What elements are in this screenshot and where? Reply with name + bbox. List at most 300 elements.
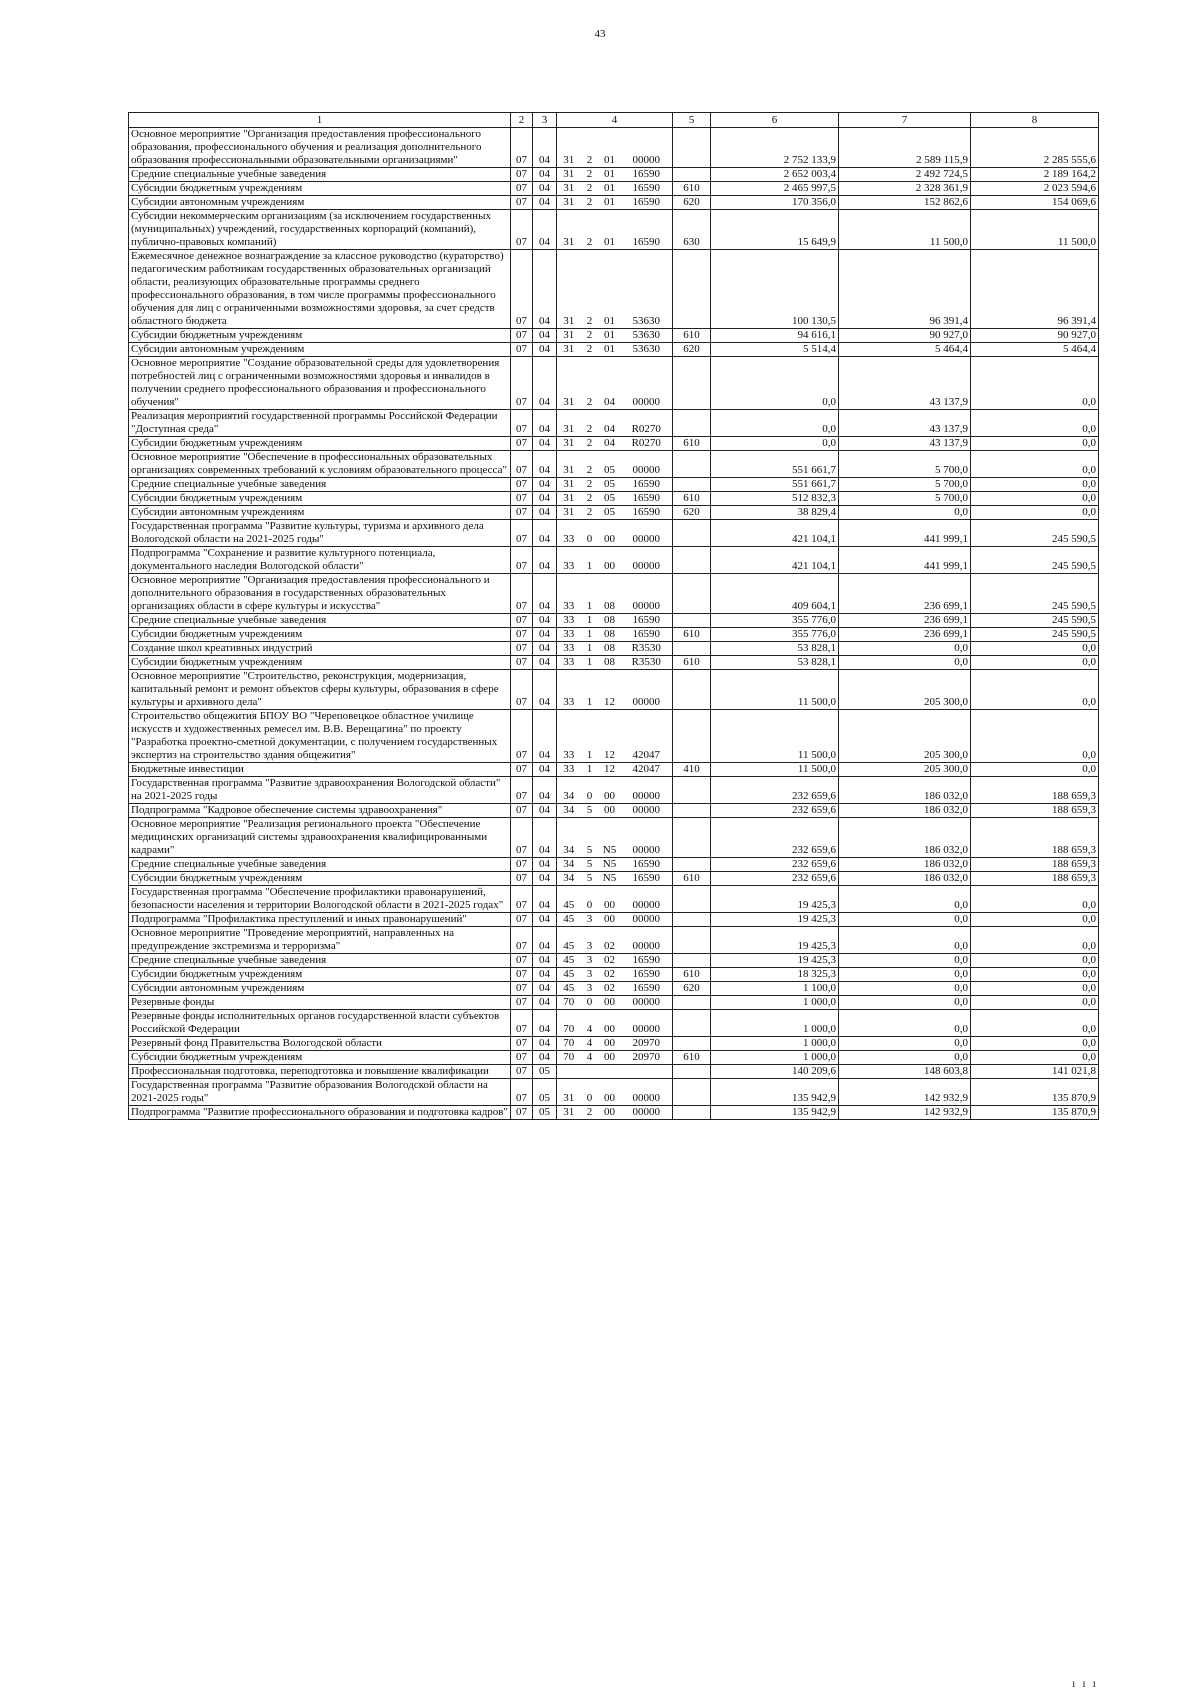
code-podrazdel: 05 bbox=[533, 1065, 557, 1079]
amount-col-7: 5 700,0 bbox=[839, 451, 971, 478]
amount-col-7: 186 032,0 bbox=[839, 818, 971, 858]
code-program: 31 bbox=[557, 492, 581, 506]
amount-col-8: 245 590,5 bbox=[971, 520, 1099, 547]
code-subprogram: 4 bbox=[581, 1010, 599, 1037]
code-subprogram: 3 bbox=[581, 982, 599, 996]
code-direction: 20970 bbox=[621, 1051, 673, 1065]
row-name: Подпрограмма "Профилактика преступлений и иных правонарушений" bbox=[129, 913, 511, 927]
amount-col-7: 0,0 bbox=[839, 642, 971, 656]
code-subprogram: 1 bbox=[581, 547, 599, 574]
code-podrazdel: 04 bbox=[533, 410, 557, 437]
code-event: 05 bbox=[599, 492, 621, 506]
code-razdel: 07 bbox=[511, 329, 533, 343]
code-razdel: 07 bbox=[511, 1051, 533, 1065]
amount-col-6: 38 829,4 bbox=[711, 506, 839, 520]
code-event: 01 bbox=[599, 210, 621, 250]
amount-col-8: 90 927,0 bbox=[971, 329, 1099, 343]
amount-col-7: 0,0 bbox=[839, 886, 971, 913]
code-expense-type bbox=[673, 913, 711, 927]
row-name: Субсидии бюджетным учреждениям bbox=[129, 437, 511, 451]
code-event: N5 bbox=[599, 818, 621, 858]
row-name: Субсидии бюджетным учреждениям bbox=[129, 1051, 511, 1065]
table-row bbox=[129, 710, 1099, 763]
code-direction: 16590 bbox=[621, 614, 673, 628]
code-direction: 00000 bbox=[621, 927, 673, 954]
code-subprogram: 2 bbox=[581, 451, 599, 478]
code-podrazdel: 04 bbox=[533, 913, 557, 927]
code-subprogram: 2 bbox=[581, 410, 599, 437]
amount-col-7: 186 032,0 bbox=[839, 872, 971, 886]
amount-col-8: 0,0 bbox=[971, 1037, 1099, 1051]
amount-col-6: 551 661,7 bbox=[711, 451, 839, 478]
code-direction: 16590 bbox=[621, 872, 673, 886]
code-podrazdel: 04 bbox=[533, 492, 557, 506]
code-subprogram: 2 bbox=[581, 182, 599, 196]
code-expense-type bbox=[673, 547, 711, 574]
table-row bbox=[129, 872, 1099, 886]
code-event: 00 bbox=[599, 913, 621, 927]
amount-col-7: 236 699,1 bbox=[839, 614, 971, 628]
code-program: 34 bbox=[557, 818, 581, 858]
code-direction: 00000 bbox=[621, 451, 673, 478]
code-razdel: 07 bbox=[511, 210, 533, 250]
row-name: Основное мероприятие "Проведение мероприятий, направленных на предупреждение экстремизма и терроризма" bbox=[129, 927, 511, 954]
code-direction: 42047 bbox=[621, 763, 673, 777]
code-expense-type bbox=[673, 1037, 711, 1051]
code-podrazdel: 04 bbox=[533, 1051, 557, 1065]
code-direction: 00000 bbox=[621, 520, 673, 547]
code-direction: 16590 bbox=[621, 506, 673, 520]
code-direction: 53630 bbox=[621, 250, 673, 329]
amount-col-7: 236 699,1 bbox=[839, 628, 971, 642]
amount-col-6: 100 130,5 bbox=[711, 250, 839, 329]
code-expense-type: 410 bbox=[673, 763, 711, 777]
code-program: 31 bbox=[557, 128, 581, 168]
amount-col-8: 0,0 bbox=[971, 954, 1099, 968]
amount-col-6: 421 104,1 bbox=[711, 547, 839, 574]
code-event: 08 bbox=[599, 614, 621, 628]
amount-col-8: 0,0 bbox=[971, 982, 1099, 996]
code-event: 04 bbox=[599, 437, 621, 451]
amount-col-7: 0,0 bbox=[839, 1051, 971, 1065]
code-subprogram: 2 bbox=[581, 196, 599, 210]
scan-edge-marks: ı ı ı bbox=[1071, 1676, 1098, 1690]
code-podrazdel: 04 bbox=[533, 982, 557, 996]
code-expense-type: 610 bbox=[673, 872, 711, 886]
code-event: 00 bbox=[599, 1037, 621, 1051]
code-expense-type bbox=[673, 1010, 711, 1037]
code-podrazdel: 04 bbox=[533, 710, 557, 763]
code-subprogram: 5 bbox=[581, 872, 599, 886]
row-name: Средние специальные учебные заведения bbox=[129, 614, 511, 628]
amount-col-6: 53 828,1 bbox=[711, 642, 839, 656]
code-direction: 00000 bbox=[621, 804, 673, 818]
table-row bbox=[129, 196, 1099, 210]
amount-col-6: 94 616,1 bbox=[711, 329, 839, 343]
amount-col-8: 154 069,6 bbox=[971, 196, 1099, 210]
amount-col-7: 441 999,1 bbox=[839, 520, 971, 547]
code-razdel: 07 bbox=[511, 1037, 533, 1051]
amount-col-6: 2 652 003,4 bbox=[711, 168, 839, 182]
row-name: Средние специальные учебные заведения bbox=[129, 168, 511, 182]
code-expense-type bbox=[673, 357, 711, 410]
code-subprogram: 2 bbox=[581, 357, 599, 410]
code-subprogram bbox=[581, 1065, 599, 1079]
code-event: 01 bbox=[599, 182, 621, 196]
code-direction: 53630 bbox=[621, 329, 673, 343]
row-name: Субсидии бюджетным учреждениям bbox=[129, 329, 511, 343]
row-name: Государственная программа "Обеспечение профилактики правонарушений, безопасности населения и территории Вологодской области в 2021-2025 годах" bbox=[129, 886, 511, 913]
amount-col-7: 205 300,0 bbox=[839, 710, 971, 763]
code-program: 33 bbox=[557, 614, 581, 628]
row-name: Основное мероприятие "Реализация регионального проекта "Обеспечение медицинских организаций системы здравоохранения квалифицированными кадрами" bbox=[129, 818, 511, 858]
code-program bbox=[557, 1065, 581, 1079]
code-razdel: 07 bbox=[511, 492, 533, 506]
table-row bbox=[129, 1106, 1099, 1120]
code-razdel: 07 bbox=[511, 343, 533, 357]
row-name: Государственная программа "Развитие культуры, туризма и архивного дела Вологодской области на 2021-2025 годы" bbox=[129, 520, 511, 547]
code-event: 05 bbox=[599, 478, 621, 492]
code-direction: 00000 bbox=[621, 670, 673, 710]
code-event: 05 bbox=[599, 451, 621, 478]
code-razdel: 07 bbox=[511, 628, 533, 642]
code-direction: 16590 bbox=[621, 982, 673, 996]
amount-col-6: 11 500,0 bbox=[711, 710, 839, 763]
code-subprogram: 0 bbox=[581, 520, 599, 547]
code-program: 33 bbox=[557, 642, 581, 656]
code-razdel: 07 bbox=[511, 886, 533, 913]
row-name: Субсидии автономным учреждениям bbox=[129, 506, 511, 520]
code-direction: 00000 bbox=[621, 357, 673, 410]
amount-col-8: 0,0 bbox=[971, 451, 1099, 478]
code-razdel: 07 bbox=[511, 1106, 533, 1120]
amount-col-8: 5 464,4 bbox=[971, 343, 1099, 357]
code-podrazdel: 04 bbox=[533, 547, 557, 574]
code-direction: 00000 bbox=[621, 128, 673, 168]
row-name: Реализация мероприятий государственной программы Российской Федерации "Доступная среда" bbox=[129, 410, 511, 437]
code-program: 33 bbox=[557, 574, 581, 614]
amount-col-7: 2 492 724,5 bbox=[839, 168, 971, 182]
code-program: 31 bbox=[557, 1106, 581, 1120]
code-direction: 00000 bbox=[621, 886, 673, 913]
row-name: Субсидии бюджетным учреждениям bbox=[129, 492, 511, 506]
code-direction: R0270 bbox=[621, 410, 673, 437]
code-program: 45 bbox=[557, 886, 581, 913]
amount-col-7: 0,0 bbox=[839, 954, 971, 968]
code-event: 04 bbox=[599, 357, 621, 410]
amount-col-8: 0,0 bbox=[971, 642, 1099, 656]
code-razdel: 07 bbox=[511, 656, 533, 670]
row-name: Субсидии бюджетным учреждениям bbox=[129, 628, 511, 642]
amount-col-6: 1 100,0 bbox=[711, 982, 839, 996]
code-expense-type: 620 bbox=[673, 196, 711, 210]
code-direction: 16590 bbox=[621, 492, 673, 506]
amount-col-8: 135 870,9 bbox=[971, 1079, 1099, 1106]
code-program: 45 bbox=[557, 982, 581, 996]
amount-col-6: 232 659,6 bbox=[711, 804, 839, 818]
code-expense-type bbox=[673, 520, 711, 547]
header-col-4: 4 bbox=[557, 113, 673, 128]
code-expense-type bbox=[673, 574, 711, 614]
amount-col-6: 2 752 133,9 bbox=[711, 128, 839, 168]
amount-col-6: 11 500,0 bbox=[711, 670, 839, 710]
amount-col-6: 232 659,6 bbox=[711, 818, 839, 858]
header-col-3: 3 bbox=[533, 113, 557, 128]
code-event: 00 bbox=[599, 520, 621, 547]
code-razdel: 07 bbox=[511, 574, 533, 614]
table-row bbox=[129, 642, 1099, 656]
code-program: 70 bbox=[557, 1010, 581, 1037]
code-direction: 00000 bbox=[621, 913, 673, 927]
code-subprogram: 1 bbox=[581, 642, 599, 656]
table-row bbox=[129, 547, 1099, 574]
code-razdel: 07 bbox=[511, 996, 533, 1010]
page-number: 43 bbox=[594, 28, 606, 40]
code-razdel: 07 bbox=[511, 710, 533, 763]
code-subprogram: 3 bbox=[581, 927, 599, 954]
code-direction: 00000 bbox=[621, 996, 673, 1010]
code-podrazdel: 04 bbox=[533, 777, 557, 804]
amount-col-6: 53 828,1 bbox=[711, 656, 839, 670]
row-name: Бюджетные инвестиции bbox=[129, 763, 511, 777]
code-direction: 00000 bbox=[621, 1079, 673, 1106]
code-expense-type bbox=[673, 410, 711, 437]
amount-col-6: 232 659,6 bbox=[711, 872, 839, 886]
code-subprogram: 5 bbox=[581, 818, 599, 858]
code-subprogram: 1 bbox=[581, 628, 599, 642]
code-razdel: 07 bbox=[511, 128, 533, 168]
code-podrazdel: 04 bbox=[533, 628, 557, 642]
code-podrazdel: 04 bbox=[533, 182, 557, 196]
code-subprogram: 4 bbox=[581, 1037, 599, 1051]
table-header-row bbox=[129, 113, 1099, 128]
code-event: 02 bbox=[599, 954, 621, 968]
code-event: 01 bbox=[599, 168, 621, 182]
code-expense-type bbox=[673, 128, 711, 168]
amount-col-8: 135 870,9 bbox=[971, 1106, 1099, 1120]
code-direction: 16590 bbox=[621, 168, 673, 182]
code-expense-type: 610 bbox=[673, 182, 711, 196]
amount-col-7: 0,0 bbox=[839, 1010, 971, 1037]
code-expense-type: 620 bbox=[673, 982, 711, 996]
table-row bbox=[129, 210, 1099, 250]
amount-col-6: 1 000,0 bbox=[711, 1010, 839, 1037]
code-event: 00 bbox=[599, 804, 621, 818]
table-row bbox=[129, 614, 1099, 628]
table-row bbox=[129, 886, 1099, 913]
code-expense-type bbox=[673, 927, 711, 954]
amount-col-8: 0,0 bbox=[971, 996, 1099, 1010]
code-event: 01 bbox=[599, 196, 621, 210]
amount-col-8: 0,0 bbox=[971, 656, 1099, 670]
code-subprogram: 5 bbox=[581, 804, 599, 818]
code-podrazdel: 04 bbox=[533, 196, 557, 210]
row-name: Резервные фонды bbox=[129, 996, 511, 1010]
code-expense-type: 610 bbox=[673, 492, 711, 506]
amount-col-8: 188 659,3 bbox=[971, 804, 1099, 818]
code-podrazdel: 04 bbox=[533, 858, 557, 872]
row-name: Основное мероприятие "Обеспечение в профессиональных образовательных организациях современных требований к условиям образовательного процесса" bbox=[129, 451, 511, 478]
code-razdel: 07 bbox=[511, 478, 533, 492]
table-row bbox=[129, 804, 1099, 818]
table-row bbox=[129, 250, 1099, 329]
amount-col-6: 551 661,7 bbox=[711, 478, 839, 492]
code-razdel: 07 bbox=[511, 520, 533, 547]
amount-col-8: 0,0 bbox=[971, 1051, 1099, 1065]
code-subprogram: 0 bbox=[581, 777, 599, 804]
code-event: 02 bbox=[599, 968, 621, 982]
code-event: 02 bbox=[599, 982, 621, 996]
code-subprogram: 2 bbox=[581, 343, 599, 357]
table-row bbox=[129, 574, 1099, 614]
amount-col-7: 142 932,9 bbox=[839, 1106, 971, 1120]
row-name: Средние специальные учебные заведения bbox=[129, 478, 511, 492]
code-program: 33 bbox=[557, 670, 581, 710]
amount-col-7: 43 137,9 bbox=[839, 357, 971, 410]
code-subprogram: 2 bbox=[581, 437, 599, 451]
amount-col-7: 0,0 bbox=[839, 1037, 971, 1051]
code-event: N5 bbox=[599, 858, 621, 872]
row-name: Государственная программа "Развитие здравоохранения Вологодской области" на 2021-2025 годы bbox=[129, 777, 511, 804]
code-podrazdel: 04 bbox=[533, 210, 557, 250]
amount-col-8: 188 659,3 bbox=[971, 777, 1099, 804]
code-expense-type: 610 bbox=[673, 437, 711, 451]
code-podrazdel: 04 bbox=[533, 1010, 557, 1037]
code-razdel: 07 bbox=[511, 250, 533, 329]
table-row bbox=[129, 1079, 1099, 1106]
amount-col-7: 441 999,1 bbox=[839, 547, 971, 574]
code-expense-type: 610 bbox=[673, 628, 711, 642]
code-expense-type: 610 bbox=[673, 329, 711, 343]
code-razdel: 07 bbox=[511, 1079, 533, 1106]
code-event: 08 bbox=[599, 628, 621, 642]
code-podrazdel: 04 bbox=[533, 1037, 557, 1051]
row-name: Основное мероприятие "Организация предоставления профессионального и дополнительного образования в государственных образовательных организациях области в сфере культуры и искусства" bbox=[129, 574, 511, 614]
code-razdel: 07 bbox=[511, 872, 533, 886]
code-podrazdel: 04 bbox=[533, 996, 557, 1010]
code-podrazdel: 04 bbox=[533, 886, 557, 913]
code-podrazdel: 04 bbox=[533, 614, 557, 628]
table-row bbox=[129, 818, 1099, 858]
code-subprogram: 2 bbox=[581, 329, 599, 343]
code-expense-type bbox=[673, 710, 711, 763]
amount-col-6: 1 000,0 bbox=[711, 1037, 839, 1051]
code-expense-type bbox=[673, 168, 711, 182]
amount-col-7: 2 328 361,9 bbox=[839, 182, 971, 196]
code-subprogram: 2 bbox=[581, 506, 599, 520]
table-body bbox=[129, 128, 1099, 1120]
code-event: 00 bbox=[599, 996, 621, 1010]
amount-col-7: 0,0 bbox=[839, 968, 971, 982]
table-row bbox=[129, 182, 1099, 196]
code-event: 04 bbox=[599, 410, 621, 437]
code-podrazdel: 04 bbox=[533, 818, 557, 858]
code-expense-type bbox=[673, 818, 711, 858]
code-program: 33 bbox=[557, 763, 581, 777]
code-program: 34 bbox=[557, 872, 581, 886]
code-program: 70 bbox=[557, 1037, 581, 1051]
code-program: 33 bbox=[557, 656, 581, 670]
table-row bbox=[129, 1010, 1099, 1037]
code-razdel: 07 bbox=[511, 1010, 533, 1037]
code-expense-type bbox=[673, 451, 711, 478]
code-event: 12 bbox=[599, 710, 621, 763]
code-program: 45 bbox=[557, 927, 581, 954]
amount-col-7: 0,0 bbox=[839, 996, 971, 1010]
code-razdel: 07 bbox=[511, 614, 533, 628]
code-subprogram: 2 bbox=[581, 478, 599, 492]
code-program: 33 bbox=[557, 547, 581, 574]
amount-col-8: 245 590,5 bbox=[971, 614, 1099, 628]
code-podrazdel: 04 bbox=[533, 642, 557, 656]
table-row bbox=[129, 982, 1099, 996]
code-expense-type bbox=[673, 614, 711, 628]
code-program: 70 bbox=[557, 1051, 581, 1065]
code-razdel: 07 bbox=[511, 763, 533, 777]
amount-col-8: 245 590,5 bbox=[971, 547, 1099, 574]
code-program: 31 bbox=[557, 182, 581, 196]
amount-col-8: 0,0 bbox=[971, 357, 1099, 410]
code-podrazdel: 04 bbox=[533, 250, 557, 329]
code-direction: 00000 bbox=[621, 547, 673, 574]
header-col-7: 7 bbox=[839, 113, 971, 128]
row-name: Основное мероприятие "Организация предоставления профессионального образования, профессионального обучения и реализация дополнительного образования профессиональными образовательными организациями" bbox=[129, 128, 511, 168]
code-podrazdel: 04 bbox=[533, 478, 557, 492]
table-row bbox=[129, 128, 1099, 168]
code-expense-type: 610 bbox=[673, 968, 711, 982]
code-subprogram: 0 bbox=[581, 1079, 599, 1106]
table-row bbox=[129, 628, 1099, 642]
amount-col-7: 186 032,0 bbox=[839, 804, 971, 818]
amount-col-8: 2 023 594,6 bbox=[971, 182, 1099, 196]
code-expense-type: 620 bbox=[673, 506, 711, 520]
code-program: 33 bbox=[557, 628, 581, 642]
table-row bbox=[129, 1051, 1099, 1065]
code-subprogram: 0 bbox=[581, 886, 599, 913]
code-program: 34 bbox=[557, 777, 581, 804]
code-subprogram: 1 bbox=[581, 614, 599, 628]
amount-col-6: 421 104,1 bbox=[711, 520, 839, 547]
amount-col-7: 5 700,0 bbox=[839, 478, 971, 492]
amount-col-6: 19 425,3 bbox=[711, 927, 839, 954]
amount-col-8: 188 659,3 bbox=[971, 858, 1099, 872]
amount-col-7: 148 603,8 bbox=[839, 1065, 971, 1079]
amount-col-6: 0,0 bbox=[711, 410, 839, 437]
code-program: 31 bbox=[557, 506, 581, 520]
amount-col-6: 355 776,0 bbox=[711, 628, 839, 642]
row-name: Профессиональная подготовка, переподготовка и повышение квалификации bbox=[129, 1065, 511, 1079]
code-razdel: 07 bbox=[511, 804, 533, 818]
code-podrazdel: 04 bbox=[533, 451, 557, 478]
code-razdel: 07 bbox=[511, 357, 533, 410]
code-expense-type bbox=[673, 670, 711, 710]
code-razdel: 07 bbox=[511, 913, 533, 927]
header-col-6: 6 bbox=[711, 113, 839, 128]
code-razdel: 07 bbox=[511, 410, 533, 437]
row-name: Субсидии бюджетным учреждениям bbox=[129, 182, 511, 196]
code-razdel: 07 bbox=[511, 818, 533, 858]
code-event bbox=[599, 1065, 621, 1079]
code-event: 01 bbox=[599, 343, 621, 357]
amount-col-8: 245 590,5 bbox=[971, 628, 1099, 642]
table-row bbox=[129, 506, 1099, 520]
code-event: 01 bbox=[599, 250, 621, 329]
code-subprogram: 2 bbox=[581, 1106, 599, 1120]
amount-col-7: 152 862,6 bbox=[839, 196, 971, 210]
code-razdel: 07 bbox=[511, 182, 533, 196]
amount-col-6: 409 604,1 bbox=[711, 574, 839, 614]
amount-col-7: 186 032,0 bbox=[839, 858, 971, 872]
